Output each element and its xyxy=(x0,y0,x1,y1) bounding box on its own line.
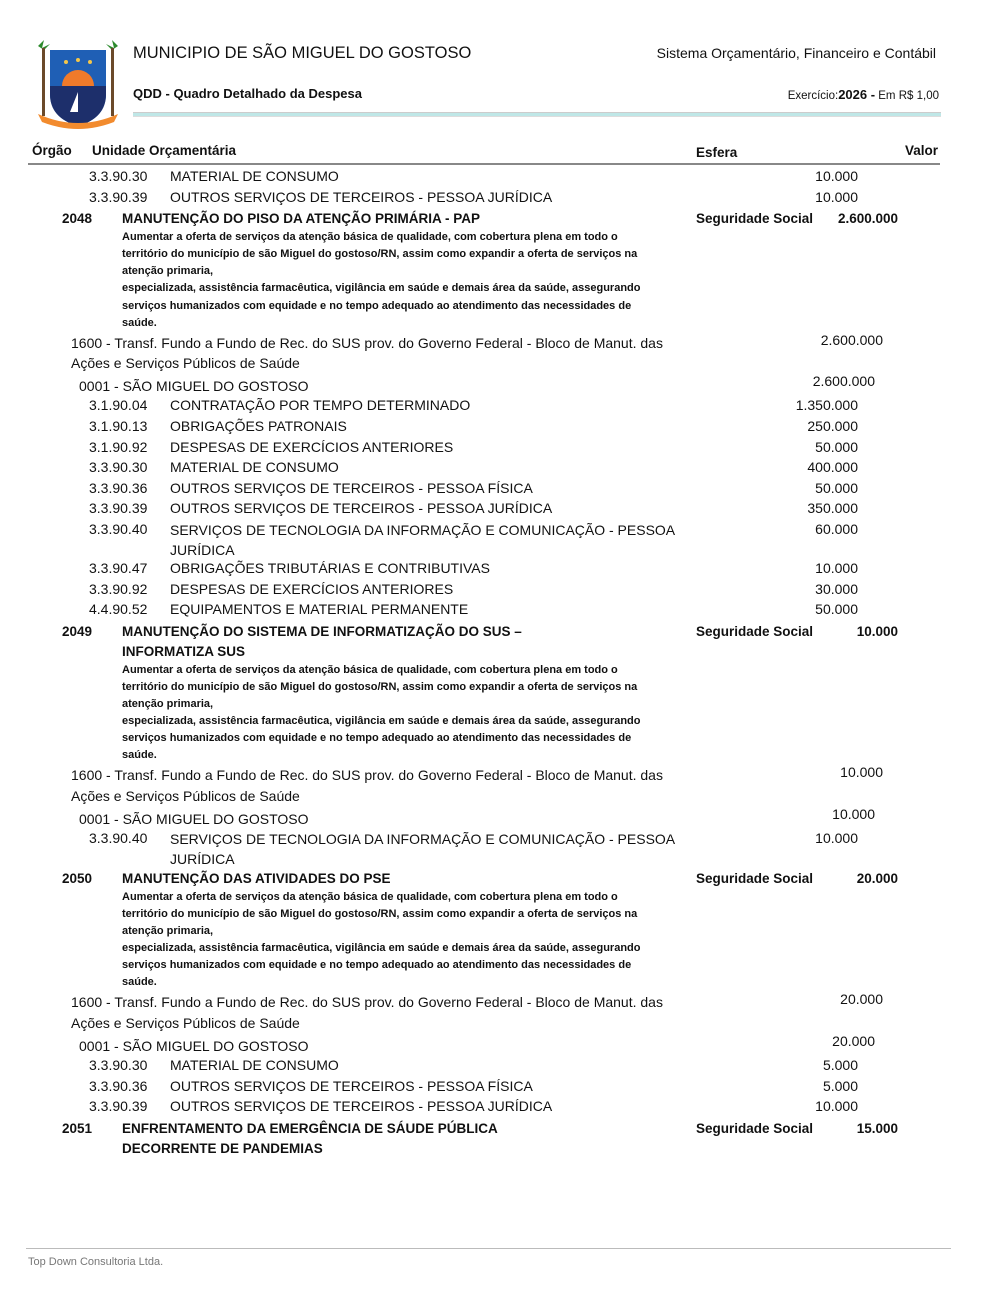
expense-code: 3.3.90.36 xyxy=(89,479,148,496)
budget-unit-name: 0001 - SÃO MIGUEL DO GOSTOSO xyxy=(79,378,309,395)
expense-value: 50.000 xyxy=(815,479,858,496)
description-line: serviços humanizados com equidade e no tempo adequado ao atendimento das necessidades de xyxy=(122,732,632,745)
exercicio-year: 2026 - xyxy=(838,87,876,102)
expense-name: OUTROS SERVIÇOS DE TERCEIROS - PESSOA JURÍDICA xyxy=(170,500,553,517)
budget-unit-value: 10.000 xyxy=(832,805,875,822)
report-subtitle: QDD - Quadro Detalhado da Despesa xyxy=(133,86,362,101)
expense-name: OUTROS SERVIÇOS DE TERCEIROS - PESSOA FÍSICA xyxy=(170,479,533,496)
column-esfera: Esfera xyxy=(696,145,738,160)
project-title: MANUTENÇÃO DO PISO DA ATENÇÃO PRIMÁRIA - PAP xyxy=(122,211,481,227)
description-line: especializada, assistência farmacêutica, vigilância em saúde e demais área da saúde, assegurando xyxy=(122,714,641,727)
expense-item-row xyxy=(0,457,1000,478)
footer-divider xyxy=(26,1248,951,1249)
expense-item-row xyxy=(0,1055,1000,1076)
project-code: 2049 xyxy=(62,623,93,639)
expense-item-row xyxy=(0,498,1000,519)
column-unidade: Unidade Orçamentária xyxy=(92,143,237,158)
expense-name: OBRIGAÇÕES TRIBUTÁRIAS E CONTRIBUTIVAS xyxy=(170,559,490,576)
budget-unit-value: 2.600.000 xyxy=(812,373,875,390)
expense-value: 50.000 xyxy=(815,601,858,618)
description-line: atenção primaria, xyxy=(122,697,214,710)
municipal-coat-of-arms-logo xyxy=(28,36,128,128)
expense-value: 30.000 xyxy=(815,580,858,597)
project-esfera: Seguridade Social xyxy=(696,211,814,227)
project-code: 2048 xyxy=(62,211,93,227)
expense-item-row xyxy=(0,437,1000,458)
funding-source-value: 2.600.000 xyxy=(820,331,883,348)
funding-source-name: 1600 - Transf. Fundo a Fundo de Rec. do SUS prov. do Governo Federal - Bloco de Manut. das Ações e Serviços Públicos de Saúde xyxy=(71,767,663,804)
expense-item-row xyxy=(0,1096,1000,1117)
description-line: Aumentar a oferta de serviços da atenção básica de qualidade, com cobertura plena em todo o xyxy=(122,231,618,244)
expense-name: OUTROS SERVIÇOS DE TERCEIROS - PESSOA JURÍDICA xyxy=(170,188,553,205)
footer-company: Top Down Consultoria Ltda. xyxy=(28,1256,164,1268)
expense-value: 10.000 xyxy=(815,829,858,846)
description-line: Aumentar a oferta de serviços da atenção básica de qualidade, com cobertura plena em todo o xyxy=(122,890,618,903)
expense-code: 3.1.90.92 xyxy=(89,438,148,455)
expense-code: 3.1.90.13 xyxy=(89,417,148,434)
expense-value: 10.000 xyxy=(815,559,858,576)
expense-item-row xyxy=(0,166,1000,187)
description-line: saúde. xyxy=(122,749,157,762)
expense-code: 3.3.90.40 xyxy=(89,829,148,846)
funding-source-row xyxy=(0,991,1000,1033)
expense-code: 3.3.90.30 xyxy=(89,168,148,184)
expense-name: OUTROS SERVIÇOS DE TERCEIROS - PESSOA FÍSICA xyxy=(170,1077,533,1094)
expense-name: OBRIGAÇÕES PATRONAIS xyxy=(170,417,347,434)
description-line: saúde. xyxy=(122,976,157,989)
description-line: atenção primaria, xyxy=(122,265,214,278)
description-line: especializada, assistência farmacêutica, vigilância em saúde e demais área da saúde, assegurando xyxy=(122,942,641,955)
budget-unit-row xyxy=(0,373,1000,395)
project-header xyxy=(0,620,1000,662)
description-line: serviços humanizados com equidade e no tempo adequado ao atendimento das necessidades de xyxy=(122,959,632,972)
project-value: 15.000 xyxy=(856,1120,898,1136)
description-line: serviços humanizados com equidade e no tempo adequado ao atendimento das necessidades de xyxy=(122,299,632,312)
description-line: atenção primaria, xyxy=(122,925,214,938)
expense-code: 3.3.90.30 xyxy=(89,1057,148,1073)
expense-item-row xyxy=(0,1076,1000,1097)
expense-item-row xyxy=(0,395,1000,416)
expense-item-row xyxy=(0,416,1000,437)
expense-name: DESPESAS DE EXERCÍCIOS ANTERIORES xyxy=(170,580,454,597)
project-value: 2.600.000 xyxy=(837,211,898,227)
expense-value: 250.000 xyxy=(807,417,858,434)
project-header xyxy=(0,207,1000,229)
project-title: MANUTENÇÃO DAS ATIVIDADES DO PSE xyxy=(122,870,391,886)
expense-code: 3.3.90.39 xyxy=(89,1098,148,1115)
expense-code: 3.3.90.39 xyxy=(89,188,148,205)
project-value: 10.000 xyxy=(856,623,898,639)
expense-value: 5.000 xyxy=(822,1077,858,1094)
budget-unit-row xyxy=(0,1033,1000,1055)
expense-name: EQUIPAMENTOS E MATERIAL PERMANENTE xyxy=(170,601,469,618)
description-line: território do município de são Miguel do gostoso/RN, assim como expandir a oferta de serviços na xyxy=(122,680,638,693)
expense-value: 10.000 xyxy=(815,1098,858,1115)
expense-name: CONTRATAÇÃO POR TEMPO DETERMINADO xyxy=(170,397,471,414)
description-line: saúde. xyxy=(122,316,157,329)
expense-code: 4.4.90.52 xyxy=(89,601,148,618)
description-line: território do município de são Miguel do gostoso/RN, assim como expandir a oferta de serviços na xyxy=(122,907,638,920)
funding-source-row xyxy=(0,332,1000,374)
funding-source-value: 20.000 xyxy=(840,991,883,1008)
column-divider xyxy=(28,163,940,165)
expense-value: 50.000 xyxy=(815,438,858,455)
header-divider xyxy=(133,112,941,117)
exercicio-info xyxy=(788,87,939,102)
project-code: 2051 xyxy=(62,1120,93,1136)
expense-item-row xyxy=(0,558,1000,579)
project-header xyxy=(0,867,1000,889)
expense-name: MATERIAL DE CONSUMO xyxy=(170,168,339,184)
system-name: Sistema Orçamentário, Financeiro e Contábil xyxy=(656,45,936,61)
project-description xyxy=(122,662,682,765)
expense-name: SERVIÇOS DE TECNOLOGIA DA INFORMAÇÃO E COMUNICAÇÃO - PESSOA JURÍDICA xyxy=(170,830,675,867)
funding-source-value: 10.000 xyxy=(840,764,883,781)
budget-unit-name: 0001 - SÃO MIGUEL DO GOSTOSO xyxy=(79,1038,309,1054)
project-value: 20.000 xyxy=(856,870,898,886)
project-title: MANUTENÇÃO DO SISTEMA DE INFORMATIZAÇÃO DO SUS – INFORMATIZA SUS xyxy=(122,623,522,659)
funding-source-row xyxy=(0,764,1000,806)
funding-source-name: 1600 - Transf. Fundo a Fundo de Rec. do SUS prov. do Governo Federal - Bloco de Manut. das Ações e Serviços Públicos de Saúde xyxy=(71,334,663,372)
project-description xyxy=(122,889,682,992)
expense-value: 10.000 xyxy=(815,168,858,184)
project-description xyxy=(122,229,682,332)
expense-code: 3.3.90.92 xyxy=(89,580,148,597)
budget-unit-row xyxy=(0,806,1000,828)
expense-value: 400.000 xyxy=(807,459,858,476)
funding-source-name: 1600 - Transf. Fundo a Fundo de Rec. do SUS prov. do Governo Federal - Bloco de Manut. das Ações e Serviços Públicos de Saúde xyxy=(71,994,663,1031)
expense-name: MATERIAL DE CONSUMO xyxy=(170,1057,339,1073)
column-orgao: Órgão xyxy=(32,143,72,158)
exercicio-label: Exercício: xyxy=(787,90,839,102)
project-title: ENFRENTAMENTO DA EMERGÊNCIA DE SÁUDE PÚBLICA DECORRENTE DE PANDEMIAS xyxy=(122,1120,498,1156)
expense-value: 60.000 xyxy=(815,520,858,537)
expense-item-row xyxy=(0,519,1000,558)
description-line: território do município de são Miguel do gostoso/RN, assim como expandir a oferta de serviços na xyxy=(122,248,638,261)
expense-item-row xyxy=(0,579,1000,600)
expense-value: 350.000 xyxy=(807,500,858,517)
expense-code: 3.3.90.30 xyxy=(89,459,148,476)
expense-item-row xyxy=(0,478,1000,499)
expense-code: 3.3.90.39 xyxy=(89,500,148,517)
description-line: especializada, assistência farmacêutica, vigilância em saúde e demais área da saúde, assegurando xyxy=(122,282,641,295)
expense-code: 3.3.90.36 xyxy=(89,1077,148,1094)
expense-value: 5.000 xyxy=(822,1057,858,1073)
expense-value: 10.000 xyxy=(815,188,858,205)
project-esfera: Seguridade Social xyxy=(696,870,814,886)
column-valor: Valor xyxy=(904,143,938,158)
expense-item-row xyxy=(0,599,1000,620)
expense-name: OUTROS SERVIÇOS DE TERCEIROS - PESSOA JURÍDICA xyxy=(170,1098,553,1115)
expense-name: DESPESAS DE EXERCÍCIOS ANTERIORES xyxy=(170,438,454,455)
expense-name: SERVIÇOS DE TECNOLOGIA DA INFORMAÇÃO E COMUNICAÇÃO - PESSOA JURÍDICA xyxy=(170,521,675,558)
currency-label: Em R$ 1,00 xyxy=(878,90,939,102)
expense-item-row xyxy=(0,828,1000,867)
expense-value: 1.350.000 xyxy=(795,397,858,414)
budget-unit-name: 0001 - SÃO MIGUEL DO GOSTOSO xyxy=(79,810,309,827)
expense-item-row xyxy=(0,187,1000,208)
expense-code: 3.3.90.40 xyxy=(89,520,148,537)
expense-name: MATERIAL DE CONSUMO xyxy=(170,459,339,476)
project-esfera: Seguridade Social xyxy=(696,623,814,639)
project-esfera: Seguridade Social xyxy=(696,1120,814,1136)
project-code: 2050 xyxy=(62,870,93,886)
description-line: Aumentar a oferta de serviços da atenção básica de qualidade, com cobertura plena em todo o xyxy=(122,663,618,676)
expense-code: 3.1.90.04 xyxy=(89,397,148,414)
expense-code: 3.3.90.47 xyxy=(89,559,148,576)
report-body xyxy=(0,166,1000,1159)
municipality-title: MUNICIPIO DE SÃO MIGUEL DO GOSTOSO xyxy=(133,44,472,62)
budget-unit-value: 20.000 xyxy=(832,1033,875,1049)
project-header xyxy=(0,1117,1000,1159)
